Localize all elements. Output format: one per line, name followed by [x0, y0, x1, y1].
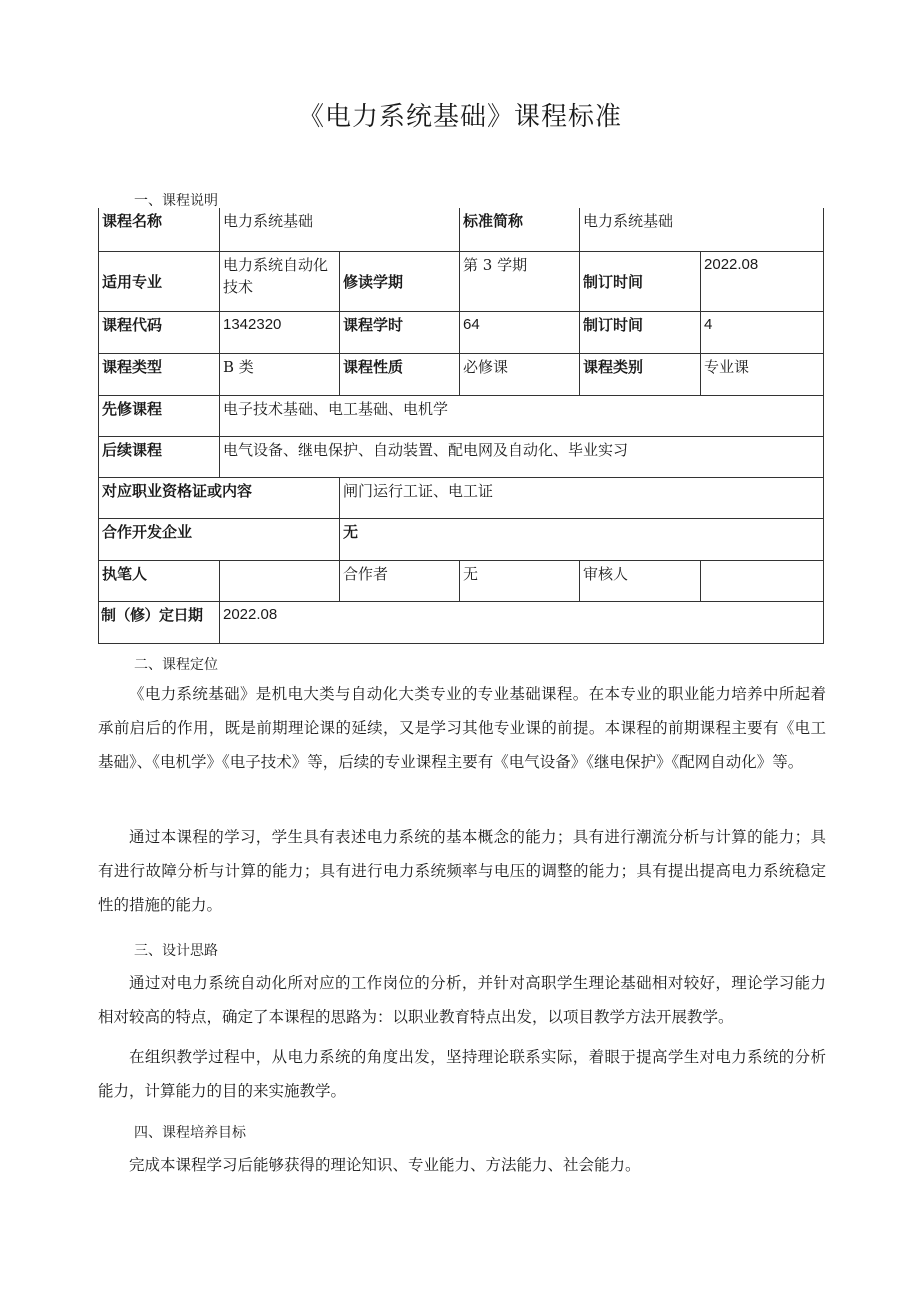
course-info-table [98, 208, 824, 644]
paragraph-training-goals: 完成本课程学习后能够获得的理论知识、专业能力、方法能力、社会能力。 [129, 1156, 641, 1174]
page-title: 《电力系统基础》课程标准 [297, 102, 622, 132]
course-category-value: 专业课 [701, 353, 824, 395]
table-row [99, 353, 824, 395]
table-row [99, 560, 824, 601]
follow-up-value: 电气设备、继电保护、自动装置、配电网及自动化、毕业实习 [220, 436, 824, 477]
revision-date-value: 2022.08 [220, 601, 824, 643]
paragraph-teaching-process: 在组织教学过程中，从电力系统的角度出发，坚持理论联系实际，着眼于提高学生对电力系统的分析能力，计算能力的目的来实施教学。 [98, 1048, 826, 1100]
paragraph-positioning: 《电力系统基础》是机电大类与自动化大类专业的专业基础课程。在本专业的职业能力培养中所起着承前启后的作用，既是前期理论课的延续，又是学习其他专业课的前提。本课程的前期课程主要有《电工基础》、《电机学》《电子技术》等，后续的专业课程主要有《电气设备》《继电保护》《配网自动化》等。 [98, 685, 826, 771]
table-row [99, 395, 824, 436]
date-label: 制订时间 [580, 251, 701, 311]
table-row [99, 251, 824, 311]
table-row [99, 311, 824, 353]
certificate-value: 闸门运行工证、电工证 [340, 477, 824, 518]
certificate-label: 对应职业资格证或内容 [99, 477, 340, 518]
cooperation-value: 无 [340, 518, 824, 560]
cooperation-label: 合作开发企业 [99, 518, 340, 560]
major-label: 适用专业 [99, 251, 220, 311]
prerequisite-value: 电子技术基础、电工基础、电机学 [220, 395, 824, 436]
section-heading-design-ideas: 三、设计思路 [134, 943, 218, 959]
course-code-value: 1342320 [220, 311, 340, 353]
author-value [220, 560, 340, 601]
major-value: 电力系统自动化技术 [220, 251, 340, 311]
course-name-label: 课程名称 [99, 208, 220, 251]
standard-abbr-label: 标准简称 [460, 208, 580, 251]
follow-up-label: 后续课程 [99, 436, 220, 477]
date-label-2: 制订时间 [580, 311, 701, 353]
course-type-label: 课程类型 [99, 353, 220, 395]
section-heading-training-goals: 四、课程培养目标 [134, 1125, 246, 1141]
course-type-value: B 类 [220, 353, 340, 395]
table-row [99, 436, 824, 477]
author-label: 执笔人 [99, 560, 220, 601]
date-value-2: 4 [701, 311, 824, 353]
table-row [99, 208, 824, 251]
prerequisite-label: 先修课程 [99, 395, 220, 436]
standard-abbr-value: 电力系统基础 [580, 208, 824, 251]
term-label: 修读学期 [340, 251, 460, 311]
paragraph-abilities: 通过本课程的学习，学生具有表述电力系统的基本概念的能力；具有进行潮流分析与计算的能力；具有进行故障分析与计算的能力；具有进行电力系统频率与电压的调整的能力；具有提出提高电力系统稳定性的措施的能力。 [98, 828, 826, 914]
reviewer-label: 审核人 [580, 560, 701, 601]
table-row [99, 601, 824, 643]
paragraph-design-ideas: 通过对电力系统自动化所对应的工作岗位的分析，并针对高职学生理论基础相对较好，理论学习能力相对较高的特点，确定了本课程的思路为：以职业教育特点出发，以项目教学方法开展教学。 [98, 974, 826, 1026]
course-hours-value: 64 [460, 311, 580, 353]
partner-value: 无 [460, 560, 580, 601]
table-row [99, 518, 824, 560]
table-row [99, 477, 824, 518]
section-heading-course-positioning: 二、课程定位 [134, 657, 218, 673]
course-name-value: 电力系统基础 [220, 208, 460, 251]
course-category-label: 课程类别 [580, 353, 701, 395]
date-value: 2022.08 [701, 251, 824, 311]
revision-date-label: 制（修）定日期 [99, 601, 220, 643]
course-nature-value: 必修课 [460, 353, 580, 395]
term-value: 第 3 学期 [460, 251, 580, 311]
reviewer-value [701, 560, 824, 601]
partner-label: 合作者 [340, 560, 460, 601]
course-code-label: 课程代码 [99, 311, 220, 353]
section-heading-course-description: 一、课程说明 [134, 193, 218, 209]
course-hours-label: 课程学时 [340, 311, 460, 353]
course-nature-label: 课程性质 [340, 353, 460, 395]
